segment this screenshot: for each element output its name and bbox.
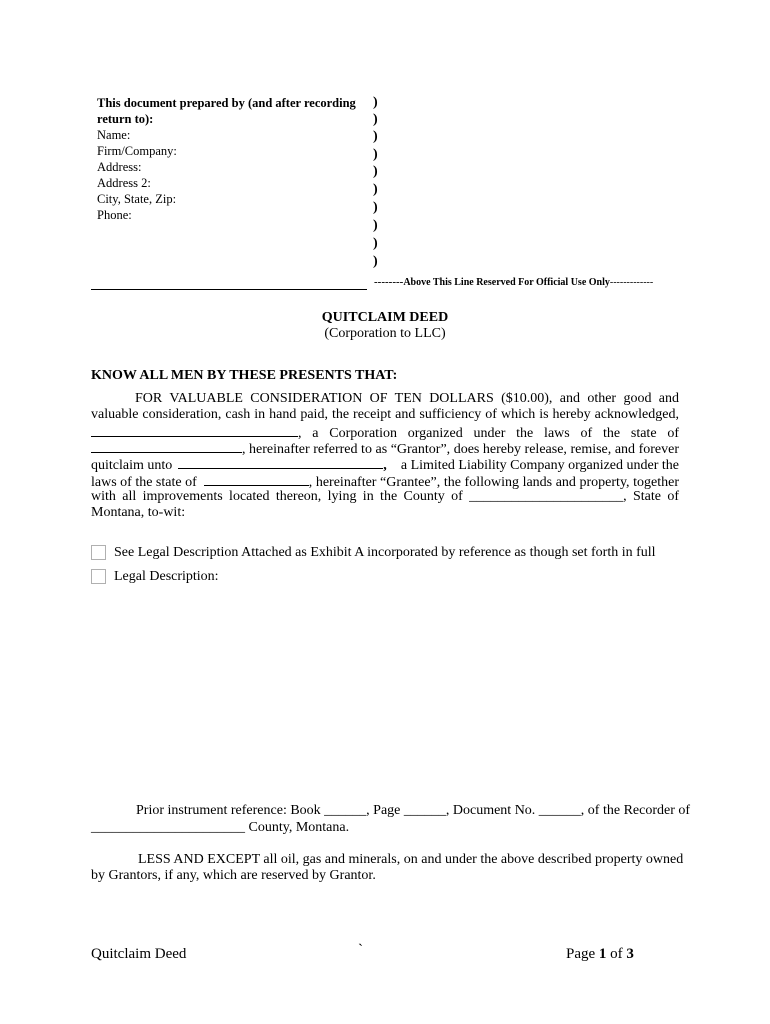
paren-mark: ): [373, 112, 378, 127]
para1-line6-text: , hereinafter “Grantee”, the following lands and property, together: [308, 475, 679, 490]
paren-mark: ): [373, 200, 378, 215]
legal-description-label: Legal Description:: [114, 569, 219, 584]
para1-line3-text: , a Corporation organized under the laws of the state of: [298, 426, 679, 441]
para1-line4-text: , hereinafter referred to as “Grantor”, does hereby release, remise, and forever: [242, 442, 679, 457]
paren-mark: ): [373, 218, 378, 233]
less-except-line1: LESS AND EXCEPT all oil, gas and minerals, on and under the above described property owned: [138, 852, 684, 867]
footer-doc-name: Quitclaim Deed: [91, 946, 187, 962]
field-address: Address:: [97, 160, 142, 174]
document-subtitle: (Corporation to LLC): [324, 326, 446, 341]
para1-line5-text: a Limited Liability Company organized under the: [400, 458, 679, 473]
field-phone: Phone:: [97, 208, 132, 222]
paren-mark: ): [373, 236, 378, 251]
grantee-name-blank[interactable]: [178, 456, 383, 469]
reserved-text: Above This Line Reserved For Official Use Only: [403, 277, 610, 288]
paren-mark: ): [373, 182, 378, 197]
prior-instrument-line1: Prior instrument reference: Book ______, Page ______, Document No. ______, of the Recorder of: [136, 803, 691, 818]
page-number: 1: [598, 946, 607, 962]
laws-of-state-text: laws of the state of: [91, 475, 197, 490]
footer-mark: `: [358, 942, 363, 958]
page-indicator: [566, 946, 634, 963]
field-firm: Firm/Company:: [97, 144, 177, 158]
legal-description-checkbox[interactable]: [91, 569, 106, 584]
page-prefix: Page: [566, 946, 599, 962]
paren-mark: ): [373, 95, 378, 110]
less-except-line2: by Grantors, if any, which are reserved by Grantor.: [91, 868, 376, 883]
know-all-heading: KNOW ALL MEN BY THESE PRESENTS THAT:: [91, 368, 398, 383]
field-address2: Address 2:: [97, 176, 151, 190]
grantor-name-blank[interactable]: [91, 424, 298, 437]
paren-mark: ): [373, 129, 378, 144]
document-title: QUITCLAIM DEED: [321, 310, 449, 325]
reserved-trail: -------------: [609, 277, 654, 288]
para1-line5: quitclaim unto , a Limited Liability Company organized under the: [91, 458, 679, 473]
paren-mark: ): [373, 254, 378, 269]
exhibit-a-checkbox[interactable]: [91, 545, 106, 560]
para1-line1: FOR VALUABLE CONSIDERATION OF TEN DOLLARS ($10.00), and other good and: [135, 391, 679, 406]
field-city-state-zip: City, State, Zip:: [97, 192, 177, 206]
para1-line7: with all improvements located thereon, lying in the County of ______________________, State of: [91, 489, 679, 504]
field-name: Name:: [97, 128, 131, 142]
recording-line: [91, 289, 367, 290]
reserved-notice: [374, 276, 653, 288]
page-total: 3: [626, 946, 634, 962]
page-of: of: [606, 946, 627, 962]
paren-mark: ): [373, 147, 378, 162]
prepared-by-line2: return to):: [97, 112, 154, 126]
prior-instrument-line2: ______________________ County, Montana.: [91, 820, 350, 835]
grantor-state-blank[interactable]: [91, 440, 242, 453]
exhibit-a-label: See Legal Description Attached as Exhibit A incorporated by reference as though set forth in full: [114, 545, 656, 560]
grantee-state-blank[interactable]: [204, 473, 309, 486]
paren-mark: ): [373, 164, 378, 179]
prepared-by-line1: This document prepared by (and after recording: [97, 96, 356, 110]
para1-line2: valuable consideration, cash in hand paid, the receipt and sufficiency of which is hereby acknowledged,: [91, 407, 679, 422]
para1-line8: Montana, to-wit:: [91, 505, 186, 520]
reserved-dashes: --------: [374, 276, 404, 288]
quitclaim-unto-text: quitclaim unto: [91, 458, 173, 473]
